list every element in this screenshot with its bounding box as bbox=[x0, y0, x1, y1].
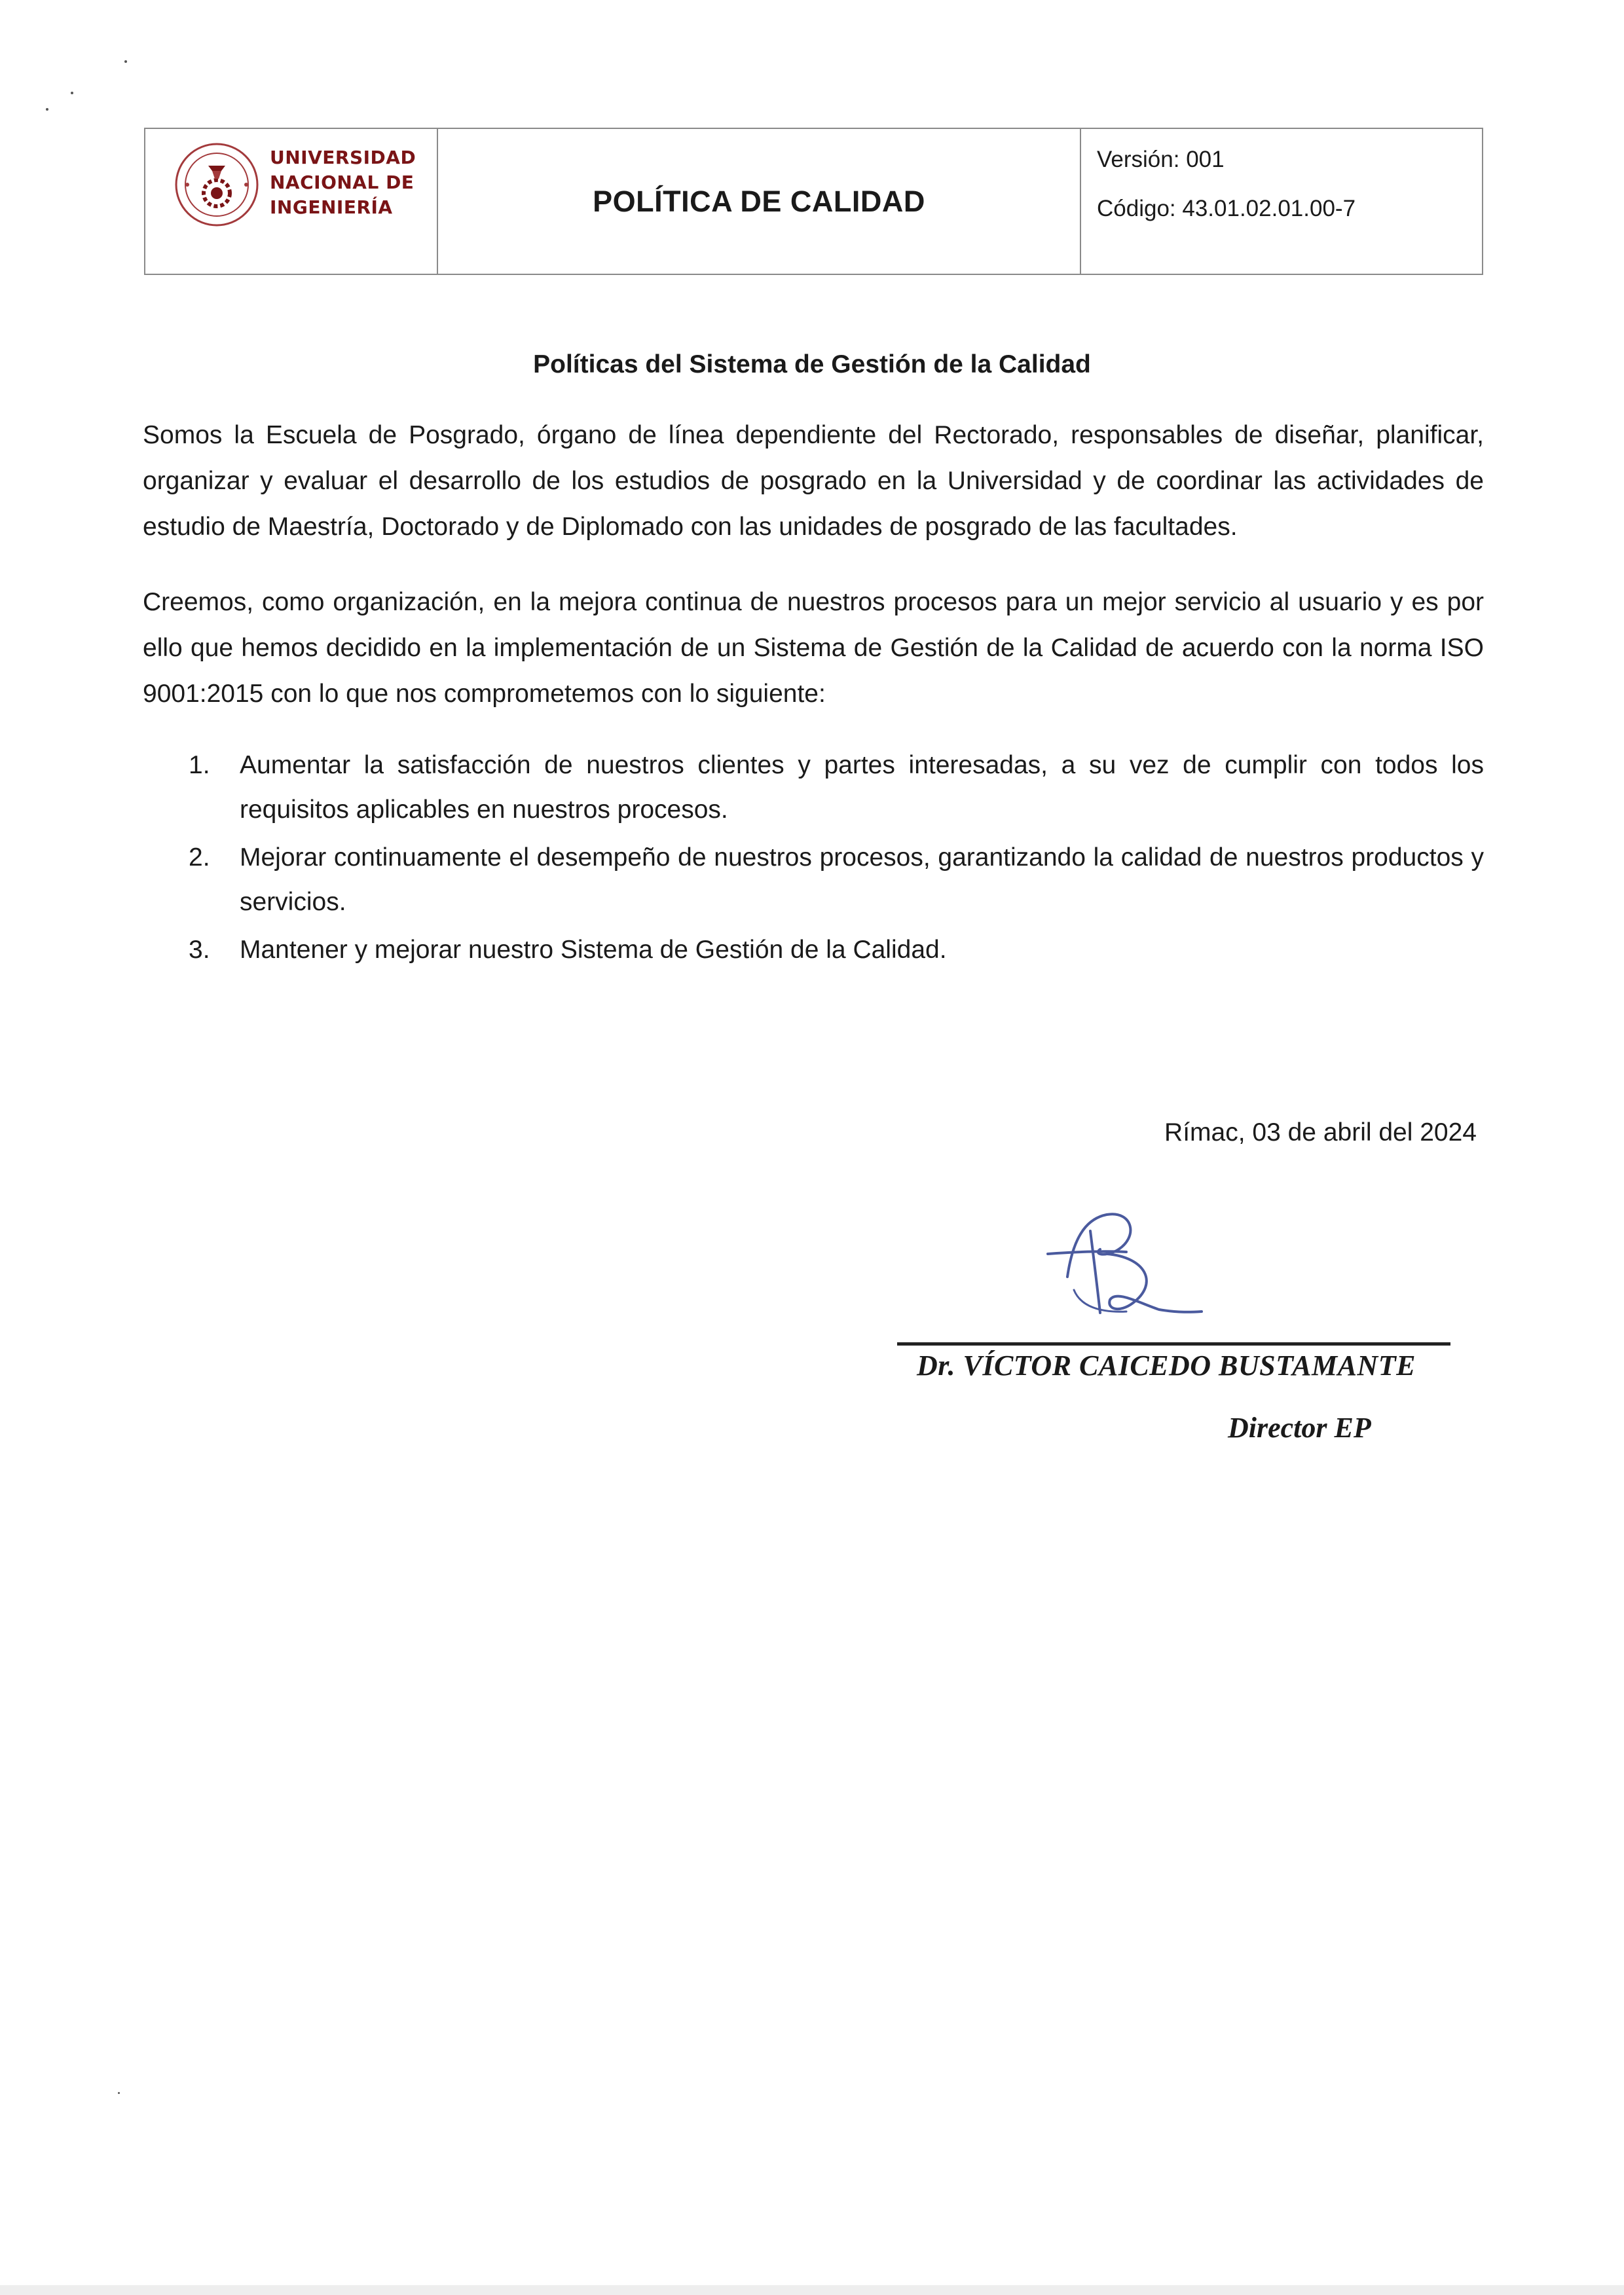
scan-speck bbox=[124, 60, 127, 63]
university-seal-icon bbox=[174, 142, 259, 227]
logo-cell bbox=[145, 129, 438, 274]
scan-bottom-edge bbox=[0, 2285, 1624, 2295]
scan-speck bbox=[46, 108, 48, 111]
intro-paragraph: Somos la Escuela de Posgrado, órgano de línea dependiente del Rectorado, responsables de diseñar, planificar, organizar y evaluar el desarrollo de los estudios de posgrado en la Universidad y de coordinar las actividades de estudio de Maestría, Doctorado y de Diplomado con las unidades de posgrado de las facultades. bbox=[143, 421, 1484, 541]
list-item bbox=[143, 928, 1484, 972]
university-name-line: NACIONAL DE bbox=[270, 172, 415, 193]
university-name-wordmark bbox=[270, 145, 416, 220]
scan-speck bbox=[71, 92, 73, 94]
list-item-text: Aumentar la satisfacción de nuestros clientes y partes interesadas, a su vez de cumplir con todos los requisitos aplicables en nuestros procesos. bbox=[240, 751, 1484, 824]
policy-heading: Políticas del Sistema de Gestión de la Calidad bbox=[533, 350, 1091, 378]
signer-role: Director EP bbox=[1228, 1412, 1371, 1444]
list-item bbox=[143, 743, 1484, 832]
commitment-intro-paragraph: Creemos, como organización, en la mejora continua de nuestros procesos para un mejor servicio al usuario y es por ello que hemos decidido en la implementación de un Sistema de Gestión de la Calidad de acuerdo con la norma ISO 9001:2015 con lo que nos comprometemos con lo siguiente: bbox=[143, 588, 1484, 708]
code-label: Código: 43.01.02.01.00-7 bbox=[1097, 196, 1356, 221]
university-name-line: UNIVERSIDAD bbox=[270, 147, 416, 168]
document-title: POLÍTICA DE CALIDAD bbox=[593, 184, 925, 218]
university-name-line: INGENIERÍA bbox=[270, 196, 393, 218]
list-item-text: Mejorar continuamente el desempeño de nuestros procesos, garantizando la calidad de nuestros productos y servicios. bbox=[240, 843, 1484, 916]
scan-speck bbox=[118, 2092, 120, 2094]
version-label: Versión: 001 bbox=[1097, 147, 1225, 172]
list-item-text: Mantener y mejorar nuestro Sistema de Gestión de la Calidad. bbox=[240, 936, 947, 964]
title-cell bbox=[438, 129, 1081, 274]
list-item-number: 2. bbox=[189, 843, 210, 872]
list-item-number: 3. bbox=[189, 936, 210, 964]
meta-cell bbox=[1081, 129, 1482, 274]
place-date: Rímac, 03 de abril del 2024 bbox=[1164, 1118, 1477, 1147]
document-header-table bbox=[144, 128, 1483, 275]
list-item bbox=[143, 835, 1484, 925]
handwritten-signature-icon bbox=[1028, 1192, 1225, 1323]
commitments-list bbox=[143, 743, 1484, 976]
signer-name: Dr. VÍCTOR CAICEDO BUSTAMANTE bbox=[917, 1349, 1416, 1382]
list-item-number: 1. bbox=[189, 751, 210, 779]
signature-line bbox=[897, 1342, 1450, 1346]
